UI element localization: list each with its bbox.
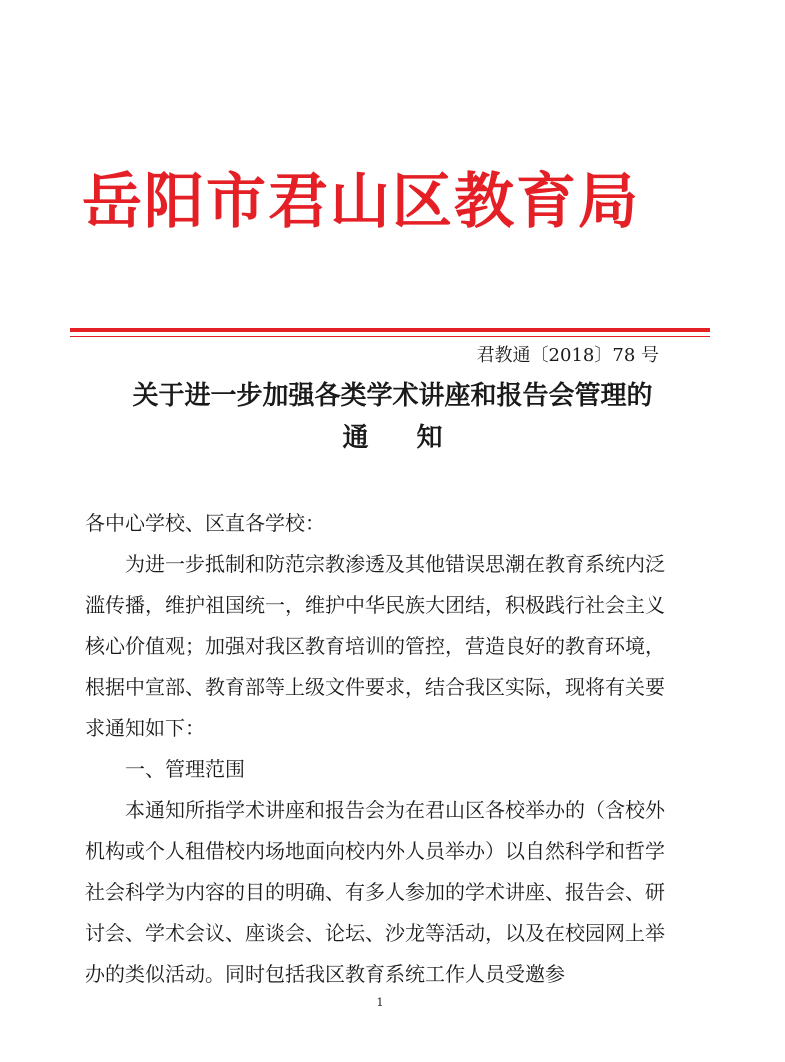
org-header-title: 岳阳市君山区教育局: [82, 167, 640, 237]
salutation: 各中心学校、区直各学校：: [85, 511, 325, 535]
page-number: 1: [376, 996, 384, 1009]
header-red-rule-thick: [70, 328, 710, 332]
section-heading-scope: 一、管理范围: [125, 757, 245, 781]
header-red-rule-thin: [70, 336, 710, 337]
document-body: [85, 503, 665, 995]
paragraph-scope: 本通知所指学术讲座和报告会为在君山区各校举办的（含校外机构或个人租借校内场地面向校内外人员举办）以自然科学和哲学社会科学为内容的目的明确、有多人参加的学术讲座、报告会、研讨会、学术会议、座谈会、论坛、沙龙等活动，以及在校园网上举办的类似活动。同时包括我区教育系统工作人员受邀参: [85, 798, 665, 986]
document-number: 君教通〔2018〕78 号: [476, 345, 659, 366]
paragraph-intro: 为进一步抵制和防范宗教渗透及其他错误思潮在教育系统内泛滥传播，维护祖国统一，维护中华民族大团结，积极践行社会主义核心价值观；加强对我区教育培训的管控，营造良好的教育环境，根据中宣部、教育部等上级文件要求，结合我区实际，现将有关要求通知如下：: [85, 552, 665, 740]
document-title-line1: 关于进一步加强各类学术讲座和报告会管理的: [132, 381, 653, 411]
document-title-line2: 通知: [342, 423, 491, 453]
